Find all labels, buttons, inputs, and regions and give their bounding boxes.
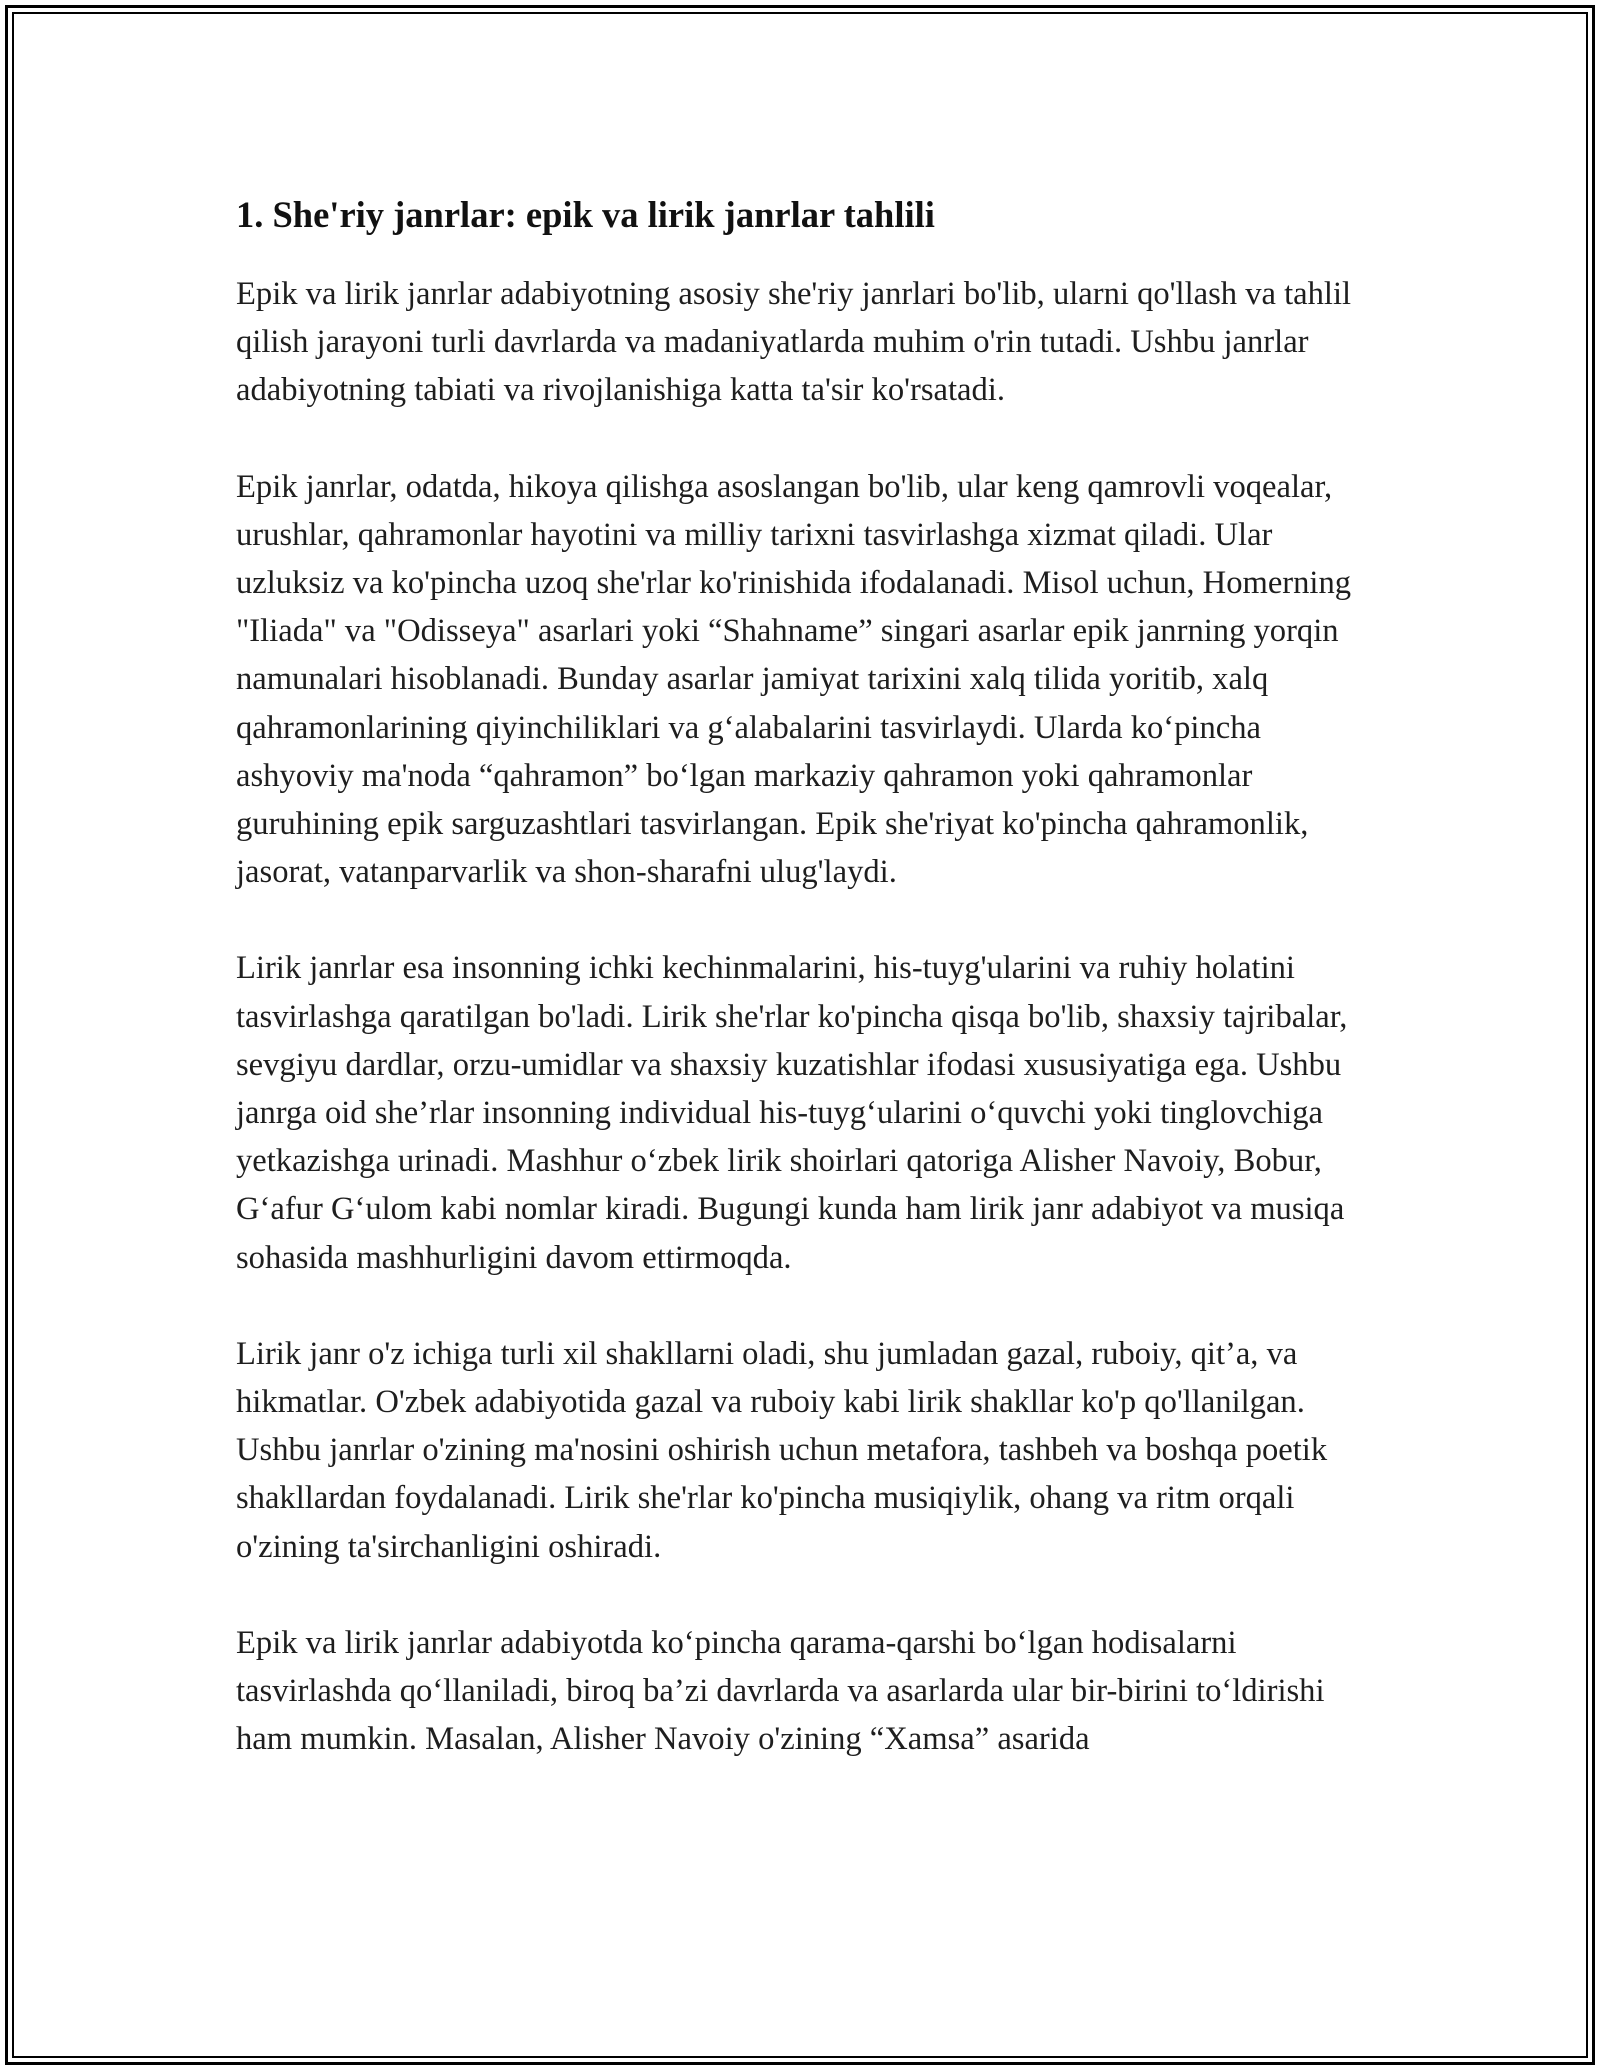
document-body (236, 190, 1376, 1811)
paragraph-lyric-forms: Lirik janr o'z ichiga turli xil shakllarni oladi, shu jumladan gazal, ruboiy, qit’a, va hikmatlar. O'zbek adabiyotida gazal va ruboiy kabi lirik shakllar ko'p qo'llanilgan. Ushbu janrlar o'zining ma'nosini oshirish uchun metafora, tashbeh va boshqa poetik shakllardan foydalanadi. Lirik she'rlar ko'pincha musiqiylik, ohang va ritm orqali o'zining ta'sirchanligini oshiradi. (236, 1335, 1328, 1565)
paragraph-epic-lyric-comparison: Epik va lirik janrlar adabiyotda ko‘pincha qarama-qarshi bo‘lgan hodisalarni tasvirlashda qo‘llaniladi, biroq ba’zi davrlarda va asarlarda ular bir-birini to‘ldirishi ham mumkin. Masalan, Alisher Navoiy o'zining “Xamsa” asarida (236, 1624, 1325, 1758)
section-heading: 1. She'riy janrlar: epik va lirik janrlar tahlili (236, 194, 935, 235)
paragraph-epic-genres: Epik janrlar, odatda, hikoya qilishga asoslangan bo'lib, ular keng qamrovli voqealar, urushlar, qahramonlar hayotini va milliy tarixni tasvirlashga xizmat qiladi. Ular uzluksiz va ko'pincha uzoq she'rlar ko'rinishida ifodalanadi. Misol uchun, Homerning "Iliada" va "Odisseya" asarlari yoki “Shahname” singari asarlar epik janrning yorqin namunalari hisoblanadi. Bunday asarlar jamiyat tarixini xalq tilida yoritib, xalq qahramonlarining qiyinchiliklari va g‘alabalarini tasvirlaydi. Ularda ko‘pincha ashyoviy ma'noda “qahramon” bo‘lgan markaziy qahramon yoki qahramonlar guruhining epik sarguzashtlari tasvirlangan. Epik she'riyat ko'pincha qahramonlik, jasorat, vatanparvarlik va shon-sharafni ulug'laydi. (236, 468, 1352, 891)
paragraph-intro: Epik va lirik janrlar adabiyotning asosiy she'riy janrlari bo'lib, ularni qo'llash va tahlil qilish jarayoni turli davrlarda va madaniyatlarda muhim o'rin tutadi. Ushbu janrlar adabiyotning tabiati va rivojlanishiga katta ta'sir ko'rsatadi. (236, 276, 1352, 409)
paragraph-lyric-genres: Lirik janrlar esa insonning ichki kechinmalarini, his-tuyg'ularini va ruhiy holatini tasvirlashga qaratilgan bo'ladi. Lirik she'rlar ko'pincha qisqa bo'lib, shaxsiy tajribalar, sevgiyu dardlar, orzu-umidlar va shaxsiy kuzatishlar ifodasi xususiyatiga ega. Ushbu janrga oid she’rlar insonning individual his-tuyg‘ularini o‘quvchi yoki tinglovchiga yetkazishga urinadi. Mashhur o‘zbek lirik shoirlari qatoriga Alisher Navoiy, Bobur, G‘afur G‘ulom kabi nomlar kiradi. Bugungi kunda ham lirik janr adabiyot va musiqa sohasida mashhurligini davom ettirmoqda. (236, 950, 1348, 1276)
